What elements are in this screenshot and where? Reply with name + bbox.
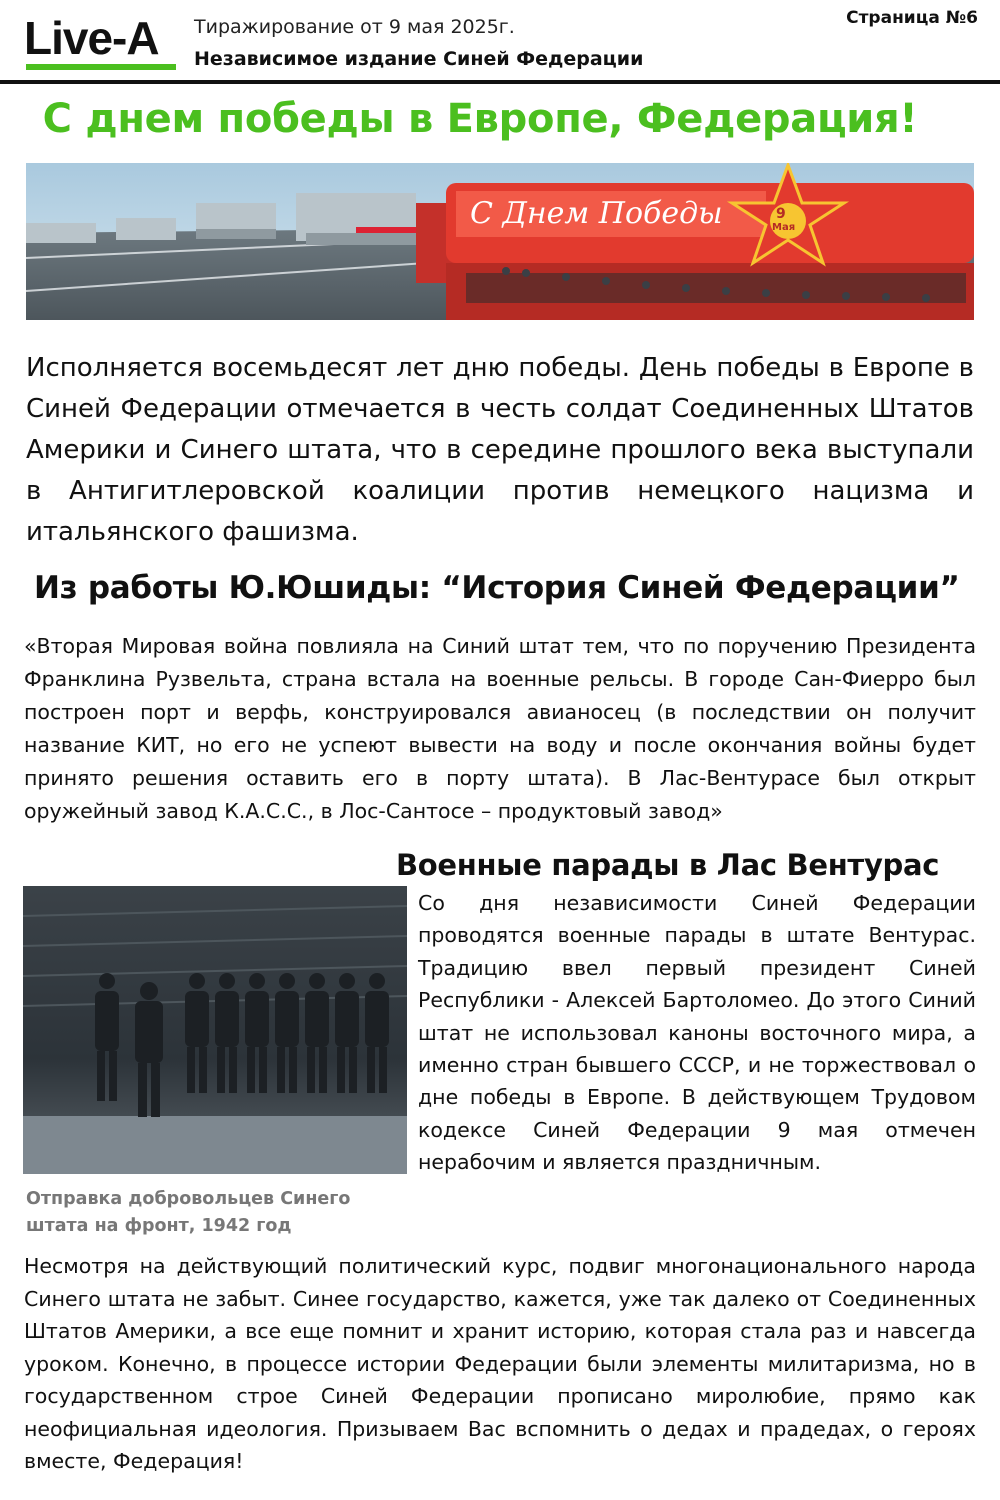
victory-day-banner-image (26, 163, 974, 320)
main-headline: С днем победы в Европе, Федерация! (42, 96, 918, 142)
page-number: Страница №6 (846, 8, 978, 28)
volunteers-photo (23, 886, 407, 1174)
intro-paragraph: Исполняется восемьдесят лет дню победы. День победы в Европе в Синей Федерации отмечается в честь солдат Соединенных Штатов Америки и Синего штата, что в середине прошлого века выступали в Антигитлеровской коалиции против немецкого нацизма и итальянского фашизма. (26, 353, 974, 547)
banner-star-number: 9 (776, 206, 786, 222)
masthead-divider (0, 80, 1000, 84)
masthead-tagline: Независимое издание Синей Федерации (194, 48, 644, 70)
logo-underline (26, 64, 176, 70)
banner-caption: С Днем Победы (470, 196, 723, 231)
circulation-date: Тиражирование от 9 мая 2025г. (194, 16, 515, 38)
masthead-logo: Live-A (24, 12, 159, 64)
parades-paragraph: Со дня независимости Синей Федерации проводятся военные парады в штате Вентурас. Традицию ввел первый президент Синей Республики - Алексей Бартоломео. До этого Синий штат не использовал каноны восточного мира, а именно стран бывшего СССР, и не торжествовал о дне победы в Европе. В действующем Трудовом кодексе Синей Федерации 9 мая отмечен нерабочим и является праздничным. (418, 891, 976, 1175)
photo-caption: Отправка добровольцев Синего штата на фронт, 1942 год (26, 1189, 351, 1236)
closing-paragraph: Несмотря на действующий политический курс, подвиг многонационального народа Синего штата не забыт. Синее государство, кажется, уже так далеко от Соединенных Штатов Америки, а все еще помнит и хранит историю, которая стала раз и навсегда уроком. Конечно, в процессе истории Федерации были элементы милитаризма, но в государственном строе Синей Федерации прописано миролюбие, прямо как неофициальная идеология. Призываем Вас вспомнить о дедах и прадедах, о героях вместе, Федерация! (24, 1254, 976, 1473)
section-title-parades: Военные парады в Лас Вентурас (396, 848, 940, 882)
section-title-history: Из работы Ю.Юшиды: “История Синей Федерации” (34, 570, 960, 606)
history-quote: «Вторая Мировая война повлияла на Синий штат тем, что по поручению Президента Франклина Рузвельта, страна встала на военные рельсы. В городе Сан-Фиерро был построен порт и верфь, конструировался авианосец (в последствии он получит название КИТ, но его не успеют вывести на воду и после окончания войны будет принято решения оставить его в порту штата). В Лас-Вентурасе был открыт оружейный завод К.А.С.С., в Лос-Сантосе – продуктовый завод» (24, 634, 976, 823)
banner-star-month: Мая (772, 222, 796, 233)
